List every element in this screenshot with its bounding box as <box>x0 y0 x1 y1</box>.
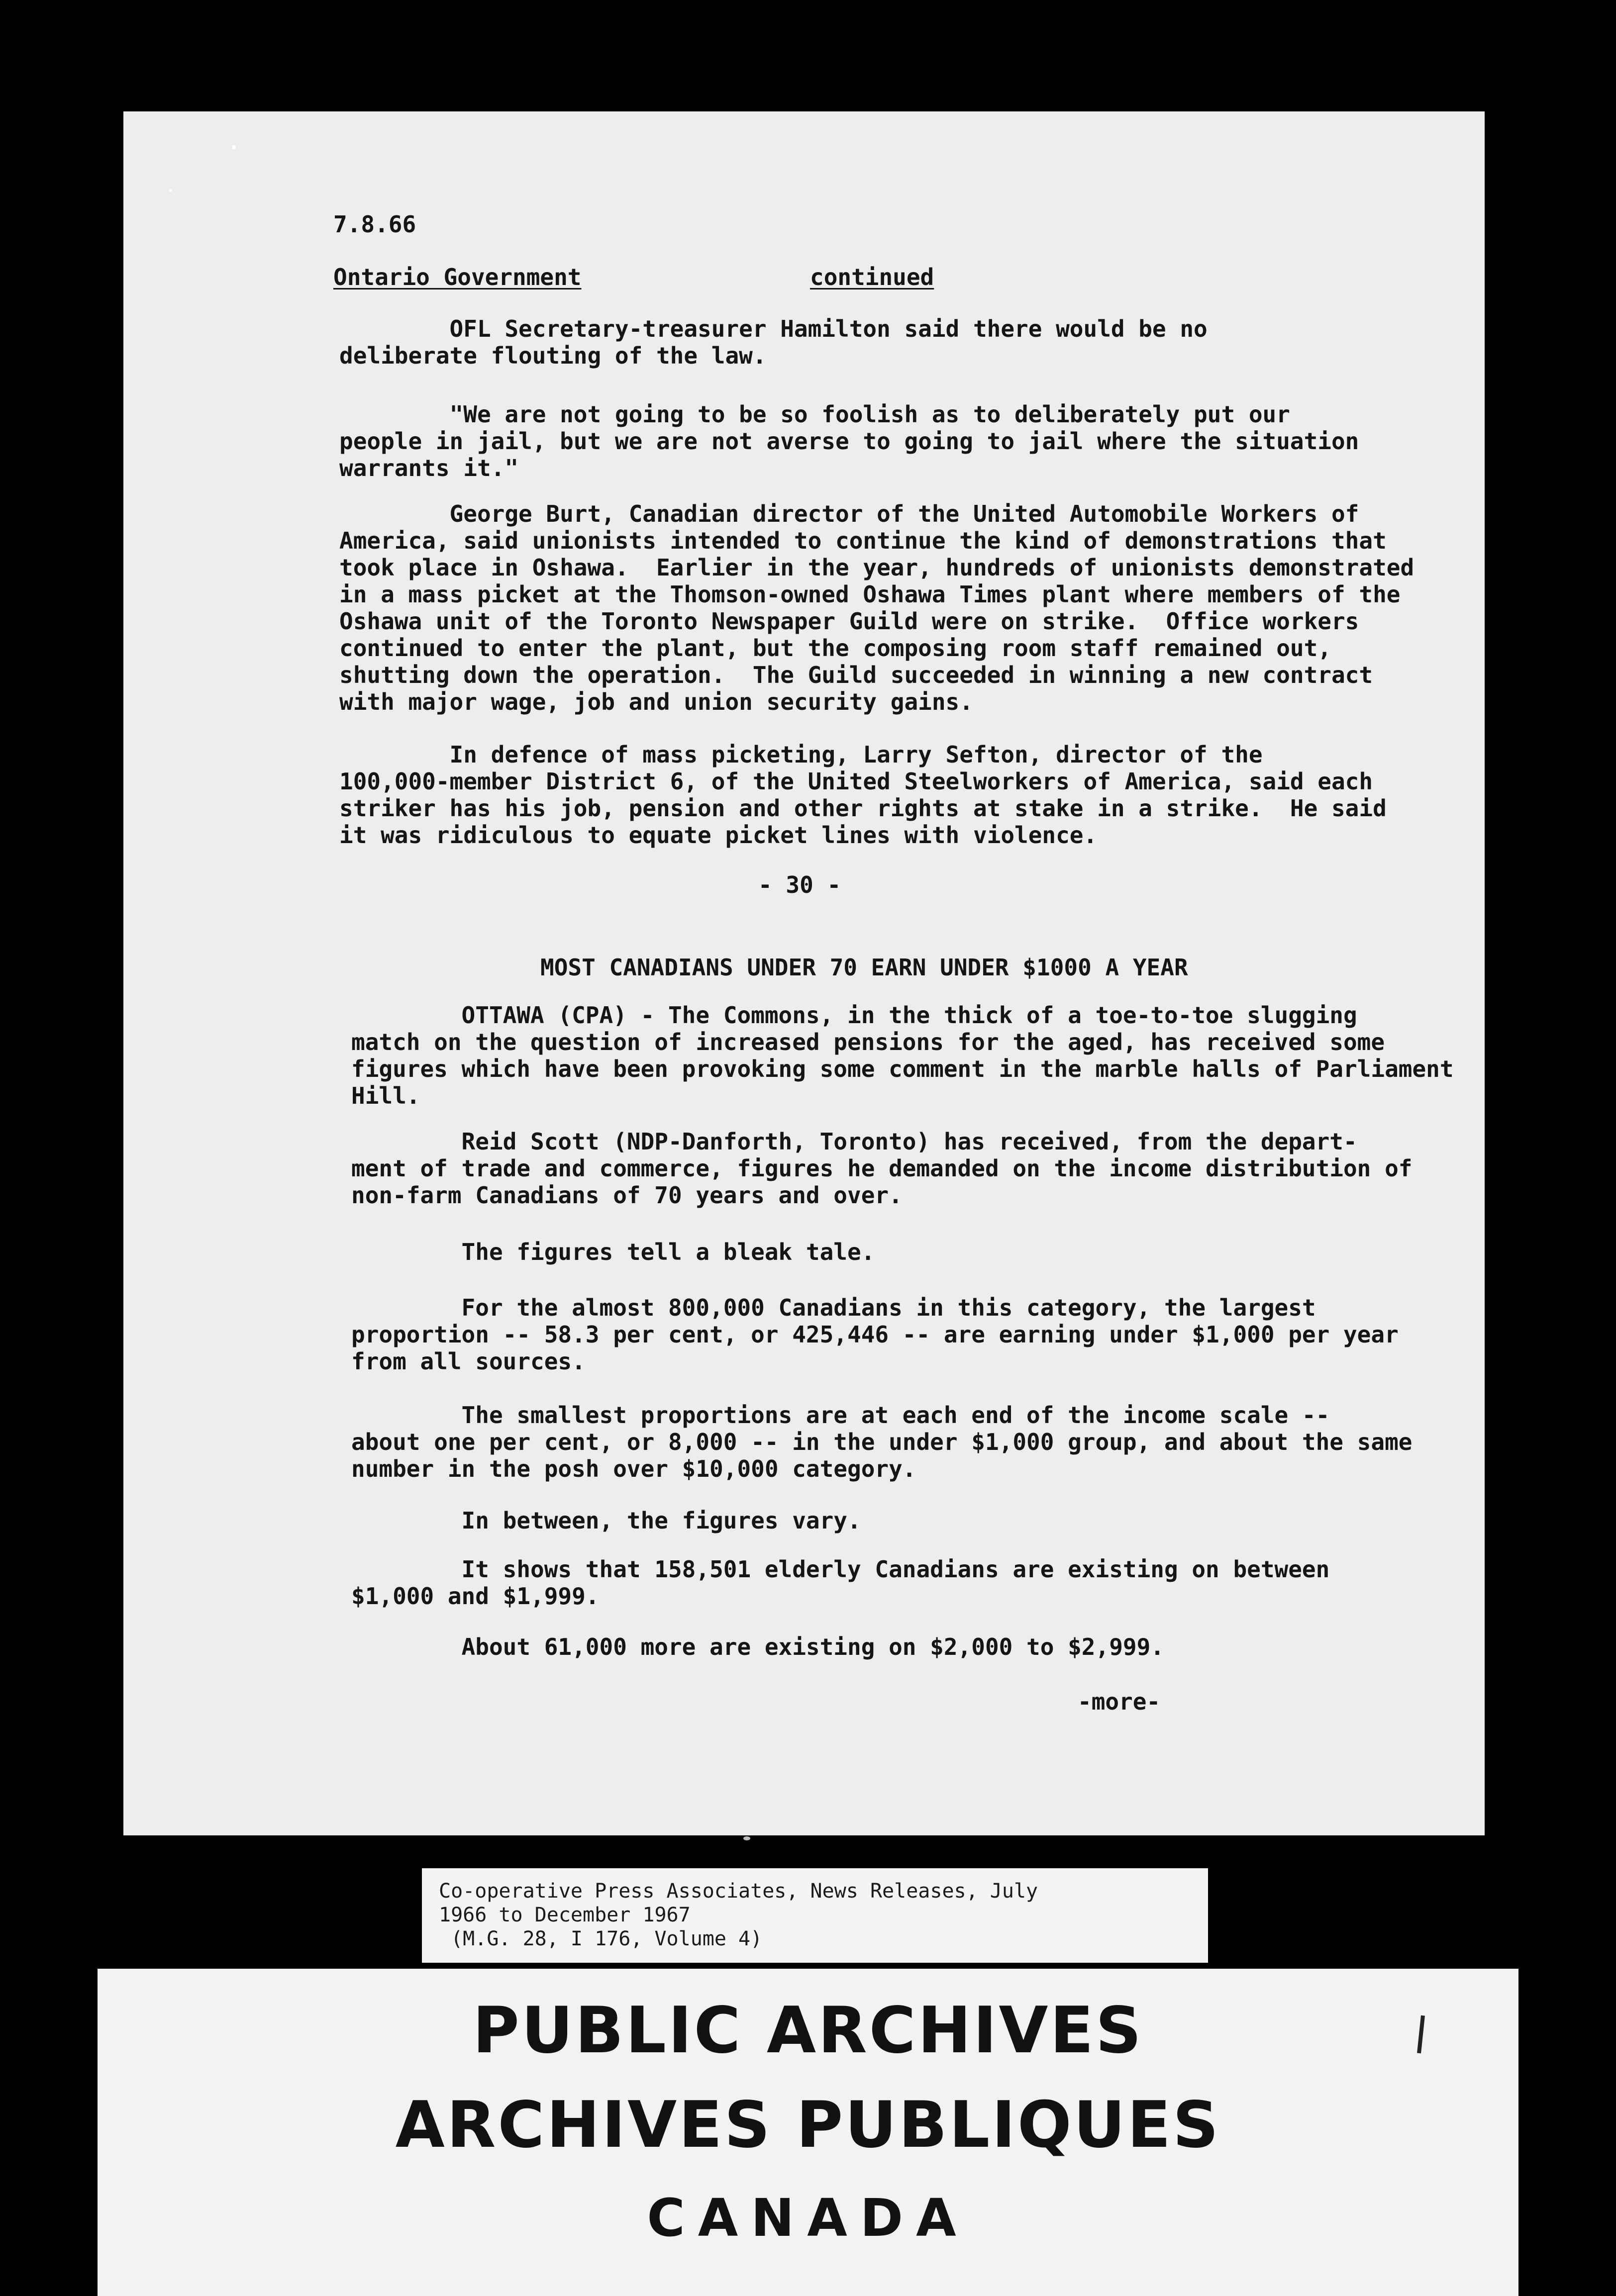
film-speck <box>232 145 236 149</box>
story-paragraph-ottawa: OTTAWA (CPA) - The Commons, in the thick of a toe-to-toe slugging match on the question of increased pensions for the aged, has received some figures which have been provoking some comment in the marble halls of Parliament Hill. <box>351 1002 1454 1109</box>
story-paragraph-scott: Reid Scott (NDP-Danforth, Toronto) has received, from the depart- ment of trade and commerce, figures he demanded on the income distribution of non-farm Canadians of 70 years and over. <box>351 1128 1413 1209</box>
paragraph-burt: George Burt, Canadian director of the United Automobile Workers of America, said unionists intended to continue the kind of demonstrations that took place in Oshawa. Earlier in the year, hundreds of unionists demonstrated in a mass picket at the Thomson-owned Oshawa Times plant where members of the Oshawa unit of the Toronto Newspaper Guild were on strike. Office workers continued to enter the plant, but the composing room staff remained out, shutting down the operation. The Guild succeeded in winning a new contract with major wage, job and union security gains. <box>339 500 1414 715</box>
document-date: 7.8.66 <box>333 211 416 238</box>
story-headline: MOST CANADIANS UNDER 70 EARN UNDER $1000 A YEAR <box>540 954 1188 981</box>
caption-line-2: 1966 to December 1967 <box>439 1904 691 1926</box>
more-marker: -more- <box>1078 1688 1161 1715</box>
story-paragraph-bleak: The figures tell a bleak tale. <box>351 1239 875 1265</box>
story-paragraph-between: In between, the figures vary. <box>351 1507 861 1534</box>
story-paragraph-smallest: The smallest proportions are at each end of the income scale -- about one per cent, or 8,000 -- in the under $1,000 group, and about the same number in the posh over $10,000 category. <box>351 1402 1413 1482</box>
section-heading: Ontario Government <box>333 264 582 290</box>
archives-stamp <box>98 1969 1518 2296</box>
paragraph-sefton: In defence of mass picketing, Larry Sefton, director of the 100,000-member District 6, of the United Steelworkers of America, said each striker has his job, pension and other rights at stake in a strike. He said it was ridiculous to equate picket lines with violence. <box>339 741 1387 849</box>
archive-caption <box>422 1868 1208 1963</box>
stamp-public-archives: PUBLIC ARCHIVES <box>473 1994 1143 2068</box>
paragraph-hamilton: OFL Secretary-treasurer Hamilton said there would be no deliberate flouting of the law. <box>339 315 1208 369</box>
caption-line-3: (M.G. 28, I 176, Volume 4) <box>439 1927 763 1950</box>
paragraph-quote: "We are not going to be so foolish as to deliberately put our people in jail, but we are not averse to going to jail where the situation warrants it." <box>339 401 1359 481</box>
story-paragraph-existing: About 61,000 more are existing on $2,000 to $2,999. <box>351 1633 1164 1660</box>
page-number: - 30 - <box>758 871 841 898</box>
section-continued: continued <box>810 264 934 290</box>
story-paragraph-proportion: For the almost 800,000 Canadians in this category, the largest proportion -- 58.3 per cent, or 425,446 -- are earning under $1,000 per year from all sources. <box>351 1294 1399 1375</box>
stamp-archives-publiques: ARCHIVES PUBLIQUES <box>395 2088 1221 2162</box>
document-page <box>123 111 1485 1835</box>
film-speck <box>743 1836 750 1840</box>
film-speck <box>169 189 172 192</box>
stamp-canada: CANADA <box>647 2188 969 2248</box>
caption-line-1: Co-operative Press Associates, News Releases, July <box>439 1880 1038 1903</box>
story-paragraph-elderly: It shows that 158,501 elderly Canadians are existing on between $1,000 and $1,999. <box>351 1556 1330 1610</box>
